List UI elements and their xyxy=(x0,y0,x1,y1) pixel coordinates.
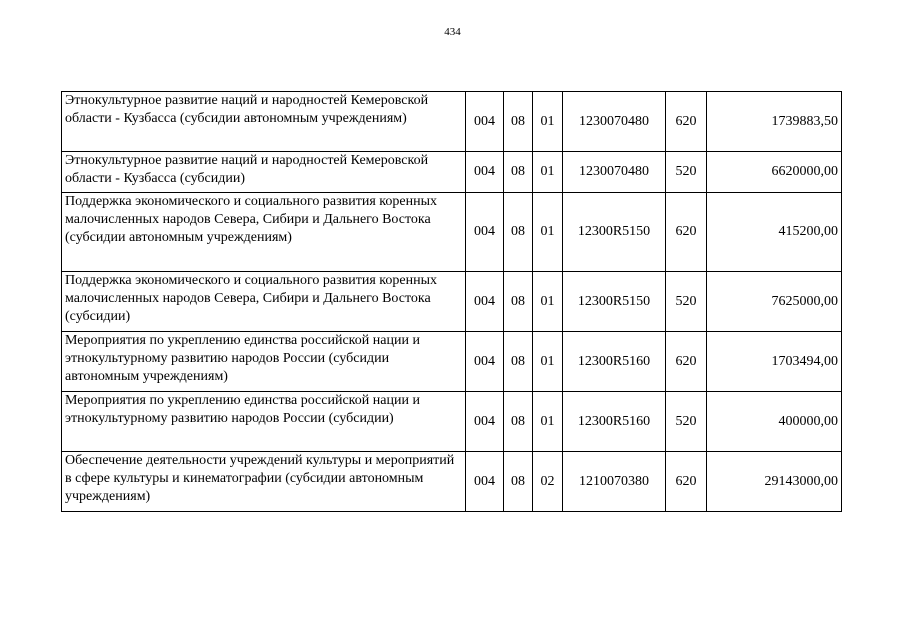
target-article-code: 12300R5150 xyxy=(563,272,666,332)
table-row xyxy=(62,332,842,392)
expense-description: Обеспечение деятельности учреждений культуры и мероприятий в сфере культуры и кинематографии (субсидии автономным учреждениям) xyxy=(62,452,466,512)
expense-description: Этнокультурное развитие наций и народностей Кемеровской области - Кузбасса (субсидии автономным учреждениям) xyxy=(62,92,466,152)
expense-description: Поддержка экономического и социального развития коренных малочисленных народов Севера, Сибири и Дальнего Востока (субсидии) xyxy=(62,272,466,332)
ministry-code: 004 xyxy=(466,193,504,272)
target-article-code: 1210070380 xyxy=(563,452,666,512)
amount: 1739883,50 xyxy=(707,92,842,152)
subsection-code: 01 xyxy=(533,332,563,392)
target-article-code: 1230070480 xyxy=(563,152,666,193)
table-row xyxy=(62,392,842,452)
amount: 6620000,00 xyxy=(707,152,842,193)
subsection-code: 01 xyxy=(533,193,563,272)
section-code: 08 xyxy=(504,392,533,452)
section-code: 08 xyxy=(504,452,533,512)
page-number: 434 xyxy=(444,26,461,38)
subsection-code: 02 xyxy=(533,452,563,512)
section-code: 08 xyxy=(504,272,533,332)
amount: 400000,00 xyxy=(707,392,842,452)
section-code: 08 xyxy=(504,332,533,392)
budget-table xyxy=(61,91,842,512)
amount: 415200,00 xyxy=(707,193,842,272)
expense-type-code: 620 xyxy=(666,332,707,392)
table-row xyxy=(62,272,842,332)
target-article-code: 12300R5160 xyxy=(563,392,666,452)
section-code: 08 xyxy=(504,152,533,193)
expense-description: Мероприятия по укреплению единства российской нации и этнокультурному развитию народов России (субсидии) xyxy=(62,392,466,452)
ministry-code: 004 xyxy=(466,392,504,452)
expense-type-code: 520 xyxy=(666,272,707,332)
expense-type-code: 520 xyxy=(666,152,707,193)
expense-description: Мероприятия по укреплению единства российской нации и этнокультурному развитию народов России (субсидии автономным учреждениям) xyxy=(62,332,466,392)
subsection-code: 01 xyxy=(533,92,563,152)
table-row xyxy=(62,152,842,193)
expense-type-code: 620 xyxy=(666,92,707,152)
expense-type-code: 520 xyxy=(666,392,707,452)
section-code: 08 xyxy=(504,92,533,152)
target-article-code: 1230070480 xyxy=(563,92,666,152)
section-code: 08 xyxy=(504,193,533,272)
table-row xyxy=(62,193,842,272)
target-article-code: 12300R5160 xyxy=(563,332,666,392)
expense-description: Этнокультурное развитие наций и народностей Кемеровской области - Кузбасса (субсидии) xyxy=(62,152,466,193)
target-article-code: 12300R5150 xyxy=(563,193,666,272)
subsection-code: 01 xyxy=(533,152,563,193)
table-row xyxy=(62,452,842,512)
ministry-code: 004 xyxy=(466,152,504,193)
ministry-code: 004 xyxy=(466,92,504,152)
subsection-code: 01 xyxy=(533,392,563,452)
expense-type-code: 620 xyxy=(666,452,707,512)
expense-description: Поддержка экономического и социального развития коренных малочисленных народов Севера, Сибири и Дальнего Востока (субсидии автономным учреждениям) xyxy=(62,193,466,272)
ministry-code: 004 xyxy=(466,272,504,332)
table-row xyxy=(62,92,842,152)
amount: 1703494,00 xyxy=(707,332,842,392)
ministry-code: 004 xyxy=(466,452,504,512)
ministry-code: 004 xyxy=(466,332,504,392)
expense-type-code: 620 xyxy=(666,193,707,272)
amount: 7625000,00 xyxy=(707,272,842,332)
amount: 29143000,00 xyxy=(707,452,842,512)
subsection-code: 01 xyxy=(533,272,563,332)
